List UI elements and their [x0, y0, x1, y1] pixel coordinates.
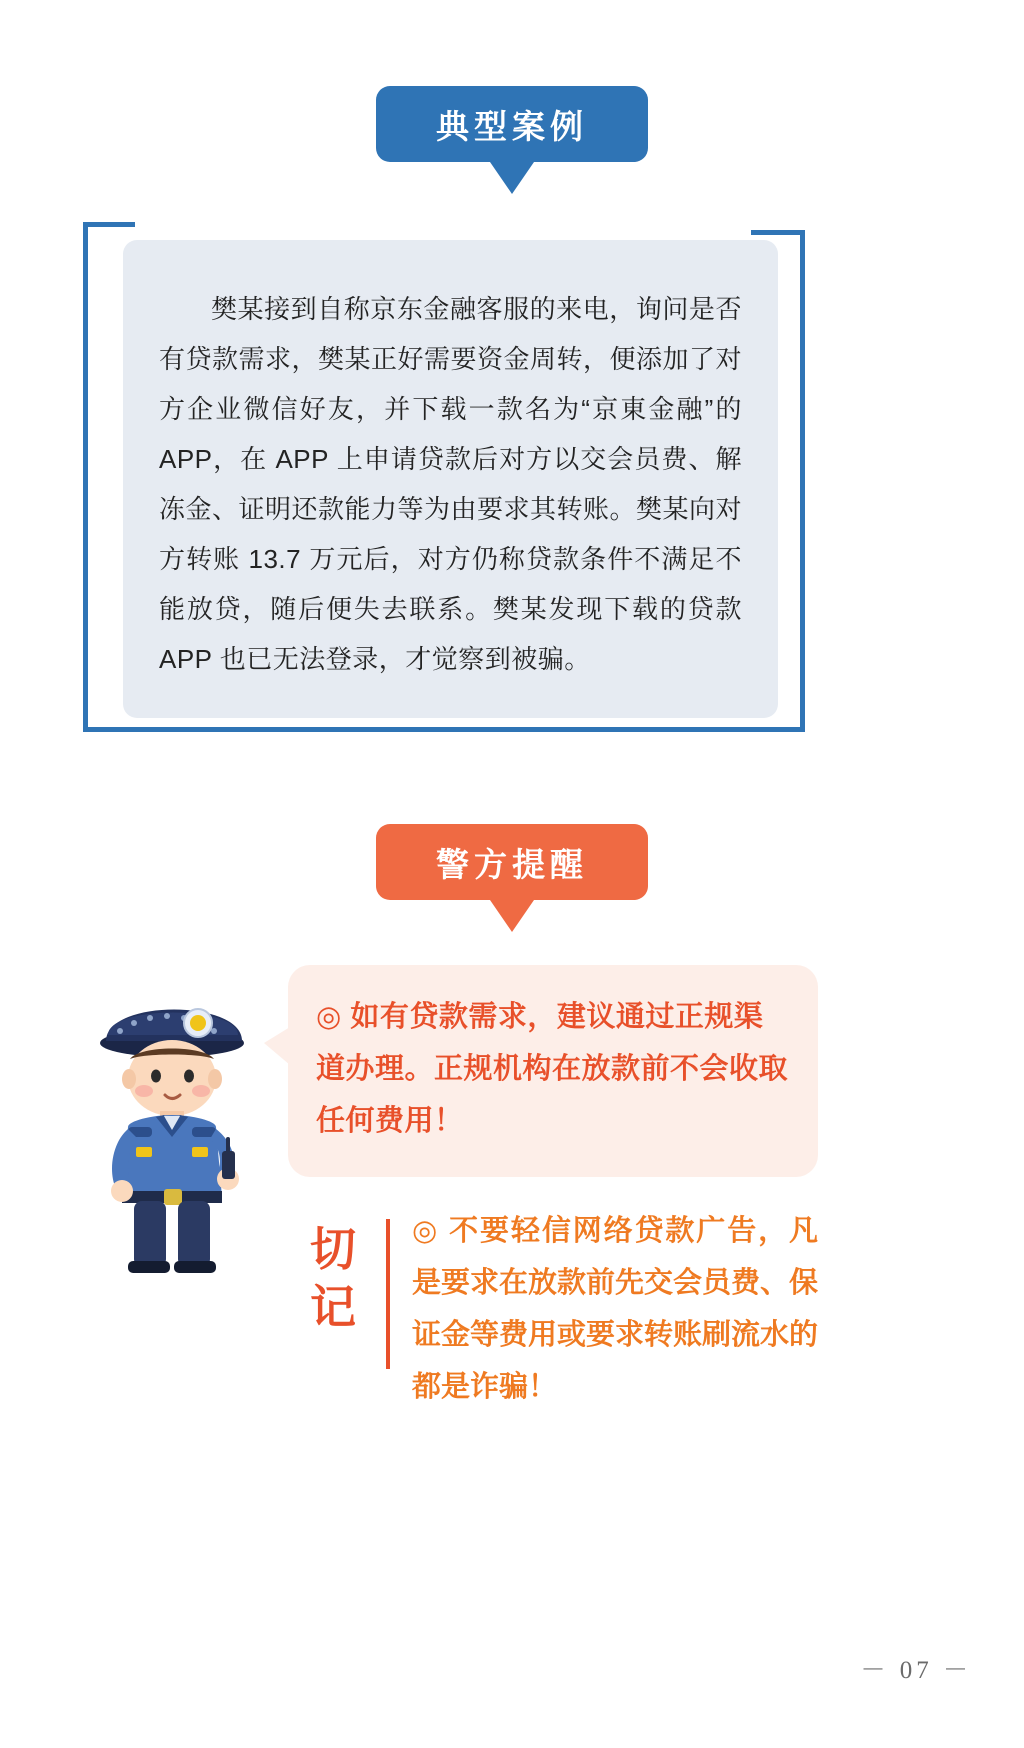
case-body-text: 樊某接到自称京东金融客服的来电，询问是否有贷款需求，樊某正好需要资金周转，便添加了对方企业微信好友，并下载一款名为“京東金融”的 APP，在 APP 上申请贷款后对方以交会员费、解冻金、证明还款能力等为由要求其转账。樊某向对方转账 13.7 万元后，对方仍称贷款条件不满足不能放贷，随后便失去联系。樊某发现下载的贷款 APP 也已无法登录，才觉察到被骗。 [159, 294, 743, 674]
page-number: － 07 － [860, 1657, 972, 1684]
police-tip-heading-pointer [490, 900, 534, 932]
case-frame-left [83, 222, 88, 732]
police-officer-illustration [72, 975, 287, 1275]
case-heading-pointer [490, 162, 534, 194]
police-tip-heading-group [0, 824, 1024, 932]
police-tip-heading-pill [376, 824, 648, 900]
police-tip-heading-label: 警方提醒 [436, 847, 588, 884]
case-box [83, 222, 805, 742]
case-heading-label: 典型案例 [436, 109, 588, 146]
remember-label: 切记 [310, 1224, 358, 1333]
remember-text: ◎ 不要轻信网络贷款广告，凡是要求在放款前先交会员费、保证金等费用或要求转账刷流水的都是诈骗！ [412, 1215, 819, 1403]
case-frame-bottom [83, 727, 805, 732]
case-frame-right [800, 230, 805, 732]
case-frame-top-left [83, 222, 135, 227]
police-tip-bubble [288, 965, 818, 1177]
police-tip-bubble-text: ◎ 如有贷款需求，建议通过正规渠道办理。正规机构在放款前不会收取任何费用！ [316, 1001, 789, 1137]
remember-divider [386, 1219, 390, 1369]
case-heading-group [0, 86, 1024, 194]
case-heading-pill [376, 86, 648, 162]
remember-block [288, 1205, 818, 1413]
case-frame-top-right [751, 230, 805, 235]
case-text-panel [123, 240, 778, 718]
